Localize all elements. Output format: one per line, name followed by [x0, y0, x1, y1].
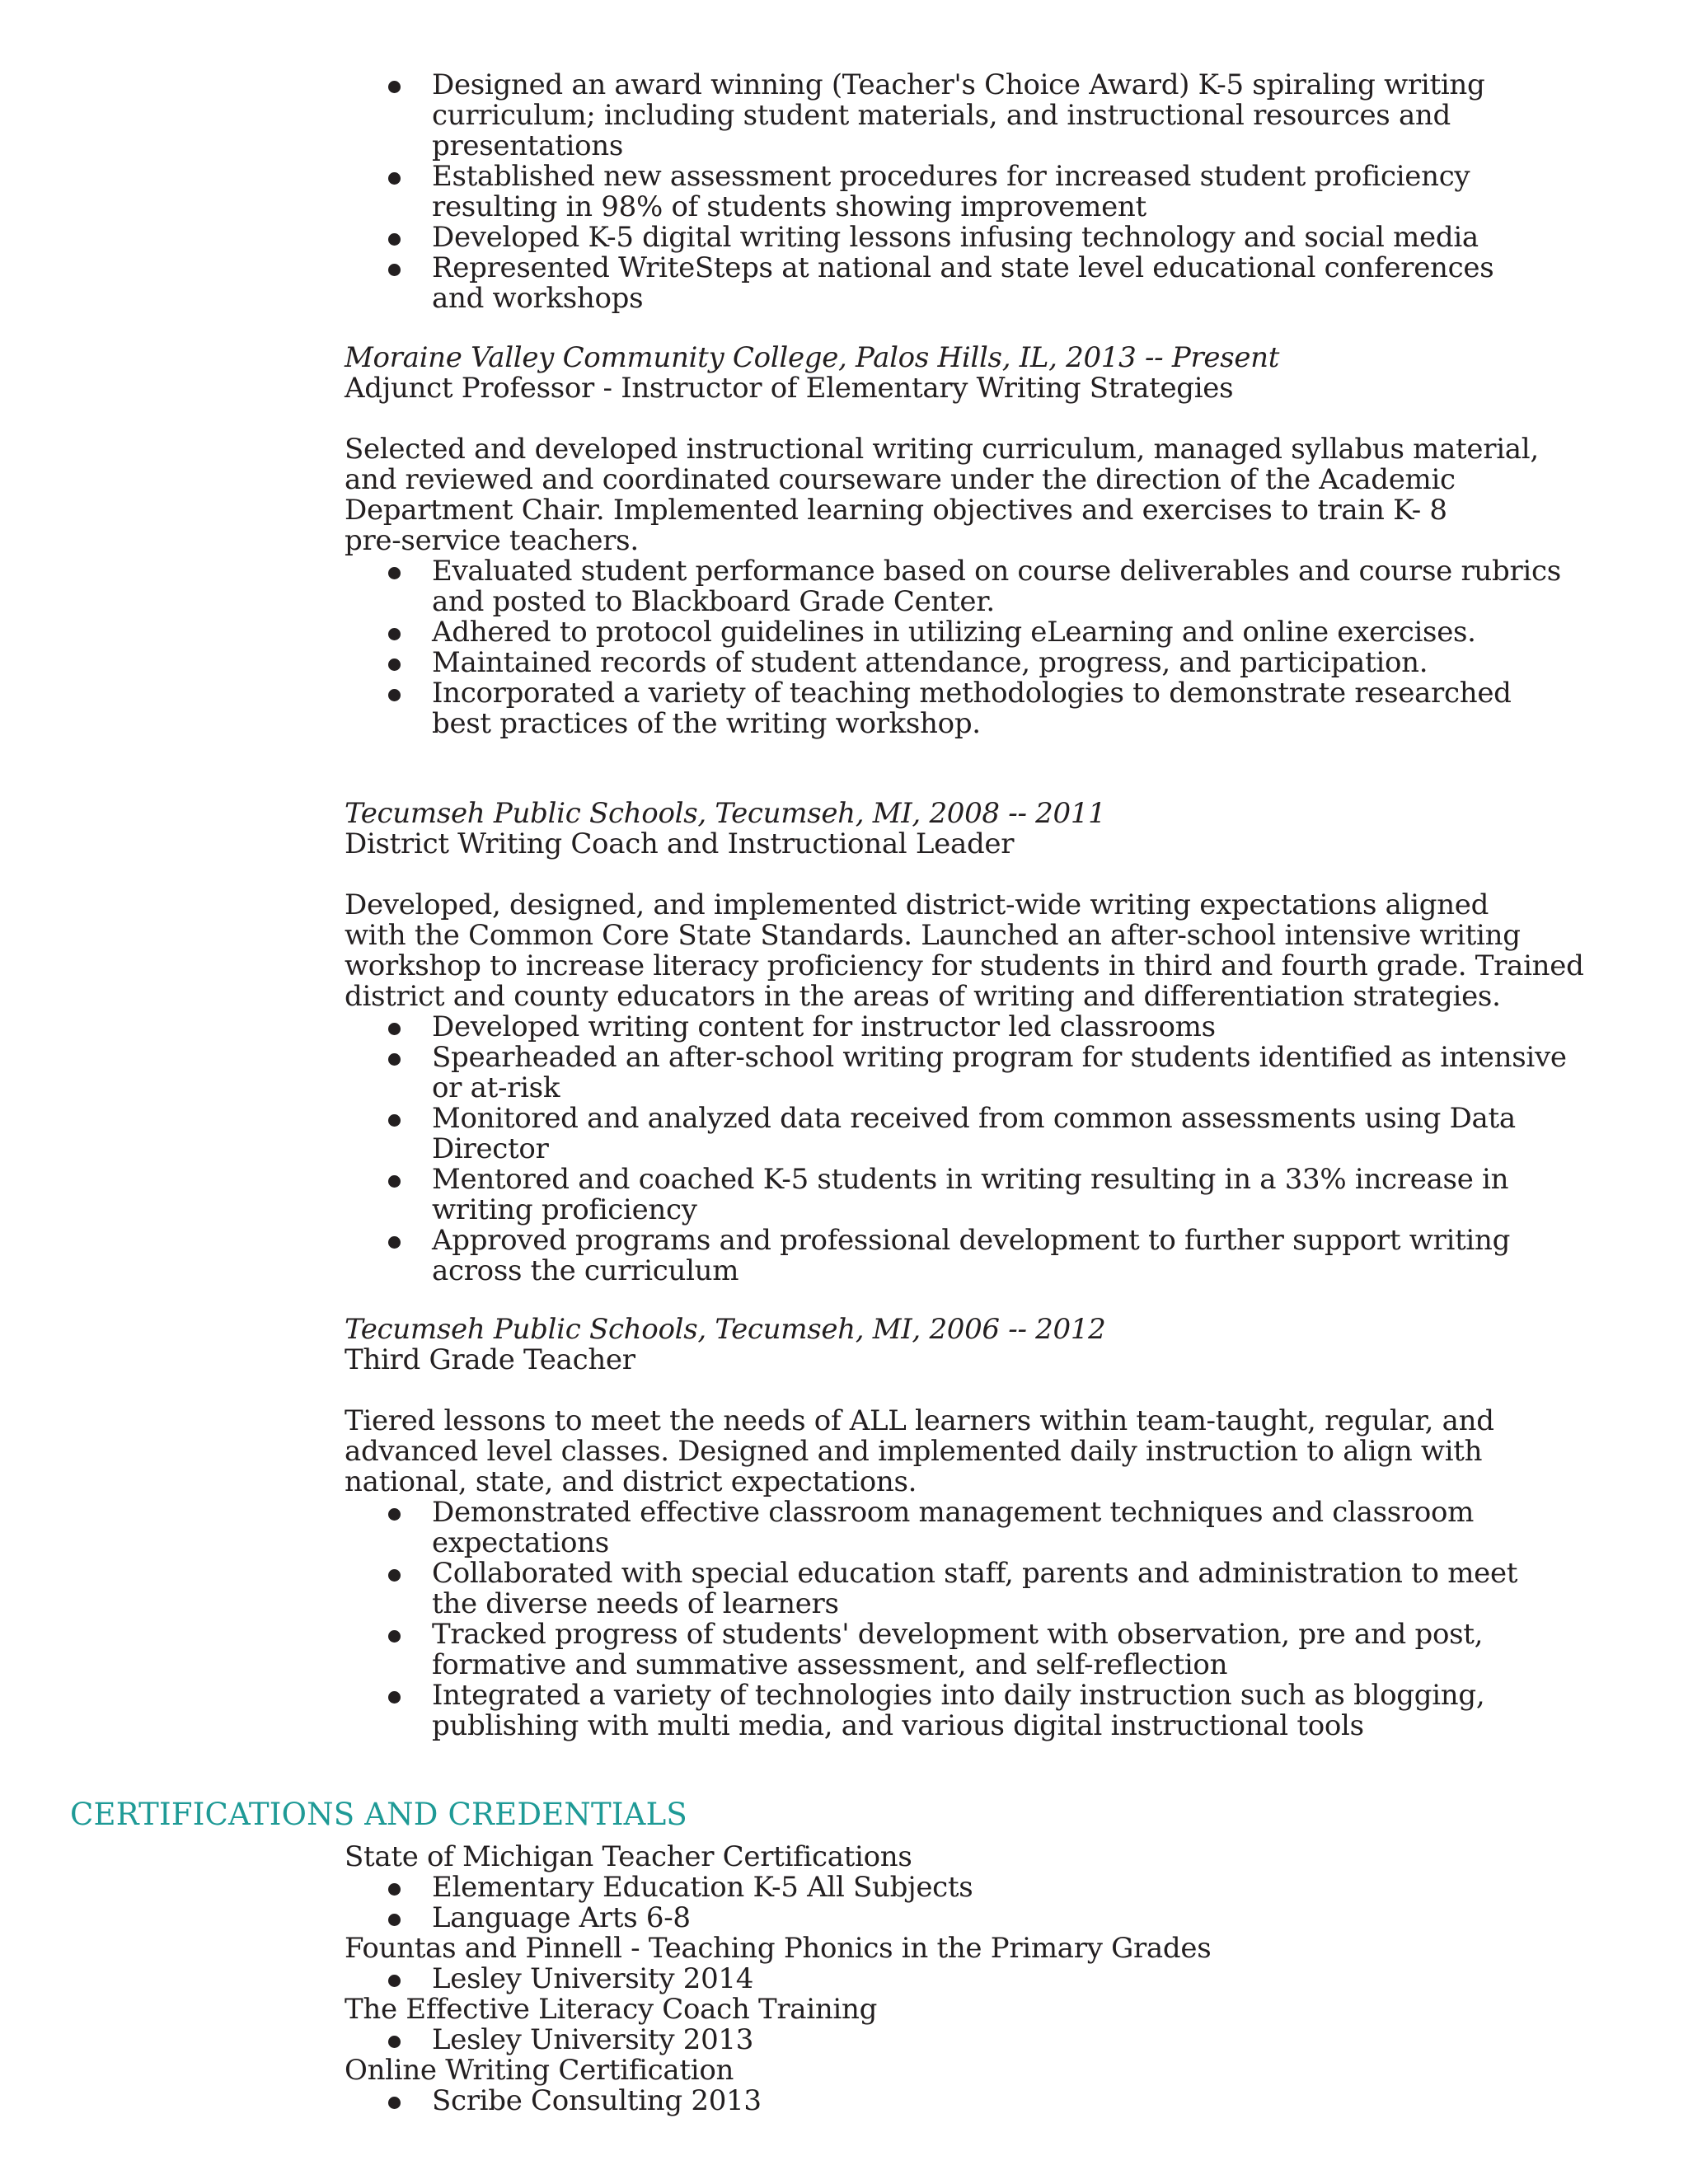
list-item: Developed writing content for instructor led classrooms: [345, 1012, 1630, 1043]
bullet-icon: [388, 1883, 401, 1896]
list-item: Lesley University 2013: [345, 2025, 1630, 2055]
list-item: Approved programs and professional development to further support writing across the curriculum: [345, 1226, 1630, 1286]
job-organization: Tecumseh Public Schools, Tecumseh, MI, 2008 -- 2011: [345, 797, 1106, 830]
job-bullets: [345, 556, 1630, 739]
cert-group-name: The Effective Literacy Coach Training: [345, 1993, 878, 2026]
bullet-icon: [388, 1691, 401, 1704]
job-third-grade-teacher: [345, 1315, 1630, 1376]
bullet-icon: [388, 1023, 401, 1035]
list-item: Integrated a variety of technologies into daily instruction such as blogging, publishing with multi media, and various digital instructional tools: [345, 1680, 1630, 1741]
bullet-icon: [388, 1569, 401, 1582]
job-title: District Writing Coach and Instructional Leader: [345, 827, 1015, 860]
bullet-icon: [388, 567, 401, 579]
list-item: Established new assessment procedures for increased student proficiency resulting in 98% of students showing improvement: [345, 162, 1630, 223]
list-item: Elementary Education K-5 All Subjects: [345, 1872, 1630, 1903]
bullet-icon: [388, 1914, 401, 1926]
bullet-icon: [388, 1236, 401, 1249]
list-item: Adhered to protocol guidelines in utilizing eLearning and online exercises.: [345, 617, 1630, 648]
bullet-icon: [388, 658, 401, 671]
job-bullets: [345, 1497, 1630, 1741]
job-district-writing-coach: [345, 799, 1630, 860]
bullet-icon: [388, 233, 401, 246]
list-item: Demonstrated effective classroom management techniques and classroom expectations: [345, 1497, 1630, 1558]
bullet-icon: [388, 689, 401, 701]
bullet-icon: [388, 2097, 401, 2109]
job-bullets: [345, 1012, 1630, 1286]
bullet-icon: [388, 1975, 401, 1987]
job-moraine-valley: [345, 343, 1630, 404]
bullet-icon: [388, 628, 401, 640]
certifications-list: [345, 1842, 1630, 2116]
bullet-icon: [388, 172, 401, 185]
previous-job-bullets: [345, 70, 1630, 314]
list-item: Spearheaded an after-school writing program for students identified as intensive or at-risk: [345, 1043, 1630, 1104]
job-title: Adjunct Professor - Instructor of Elementary Writing Strategies: [345, 372, 1234, 405]
list-item: Represented WriteSteps at national and state level educational conferences and workshops: [345, 253, 1630, 314]
list-item: Maintained records of student attendance, progress, and participation.: [345, 648, 1630, 678]
job-summary: Tiered lessons to meet the needs of ALL learners within team-taught, regular, and advanced level classes. Designed and implemented daily instruction to align with national, state, and district expectations. Demonstrated effective classroom management techniques and classroom expectations Collaborated with special education staff, parents and administration to meet the diverse needs of learners Tracked progress of students' development with observation, pre and post, formative and summative assessment, and self-reflection Integrated a variety of technologies into daily instruction such as blogging, publishing with multi media, and various digital instructional tools: [345, 1406, 1630, 1741]
section-heading-certifications: CERTIFICATIONS AND CREDENTIALS: [70, 1797, 687, 1832]
cert-group-name: Fountas and Pinnell - Teaching Phonics in the Primary Grades: [345, 1932, 1212, 1965]
bullet-icon: [388, 1114, 401, 1127]
job-summary: Developed, designed, and implemented district-wide writing expectations aligned with the Common Core State Standards. Launched an after-school intensive writing workshop to increase literacy proficiency for students in third and fourth grade. Trained district and county educators in the areas of writing and differentiation strategies. Developed writing content for instructor led classrooms Spearheaded an after-school writing program for students identified as intensive or at-risk Monitored and analyzed data received from common assessments using Data Director Mentored and coached K-5 students in writing resulting in a 33% increase in writing proficiency Approved programs and professional development to further support writing across the curriculum: [345, 890, 1630, 1286]
list-item: Collaborated with special education staff, parents and administration to meet the diverse needs of learners: [345, 1558, 1630, 1619]
job-summary: Selected and developed instructional writing curriculum, managed syllabus material, and reviewed and coordinated courseware under the direction of the Academic Department Chair. Implemented learning objectives and exercises to train K- 8 pre-service teachers. Evaluated student performance based on course deliverables and course rubrics and posted to Blackboard Grade Center. Adhered to protocol guidelines in utilizing eLearning and online exercises. Maintained records of student attendance, progress, and participation. Incorporated a variety of teaching methodologies to demonstrate researched best practices of the writing workshop.: [345, 434, 1630, 739]
cert-group-name: Online Writing Certification: [345, 2054, 734, 2087]
list-item: Monitored and analyzed data received from common assessments using Data Director: [345, 1104, 1630, 1165]
list-item: Lesley University 2014: [345, 1964, 1630, 1994]
bullet-icon: [388, 1053, 401, 1066]
list-item: Evaluated student performance based on course deliverables and course rubrics and posted to Blackboard Grade Center.: [345, 556, 1630, 617]
cert-group-name: State of Michigan Teacher Certifications: [345, 1840, 912, 1873]
job-organization: Moraine Valley Community College, Palos Hills, IL, 2013 -- Present: [345, 341, 1280, 374]
list-item: Mentored and coached K-5 students in writing resulting in a 33% increase in writing proficiency: [345, 1165, 1630, 1226]
list-item: Developed K-5 digital writing lessons infusing technology and social media: [345, 223, 1630, 253]
bullet-icon: [388, 2036, 401, 2048]
job-organization: Tecumseh Public Schools, Tecumseh, MI, 2006 -- 2012: [345, 1313, 1106, 1346]
list-item: Language Arts 6-8: [345, 1903, 1630, 1933]
job-title: Third Grade Teacher: [345, 1343, 635, 1376]
bullet-icon: [388, 1630, 401, 1643]
bullet-icon: [388, 1508, 401, 1521]
list-item: Designed an award winning (Teacher's Choice Award) K-5 spiraling writing curriculum; including student materials, and instructional resources and presentations: [345, 70, 1630, 162]
list-item: Scribe Consulting 2013: [345, 2086, 1630, 2116]
bullet-icon: [388, 1175, 401, 1188]
bullet-icon: [388, 81, 401, 93]
list-item: Incorporated a variety of teaching methodologies to demonstrate researched best practices of the writing workshop.: [345, 678, 1630, 739]
list-item: Tracked progress of students' development with observation, pre and post, formative and summative assessment, and self-reflection: [345, 1619, 1630, 1680]
bullet-icon: [388, 264, 401, 276]
